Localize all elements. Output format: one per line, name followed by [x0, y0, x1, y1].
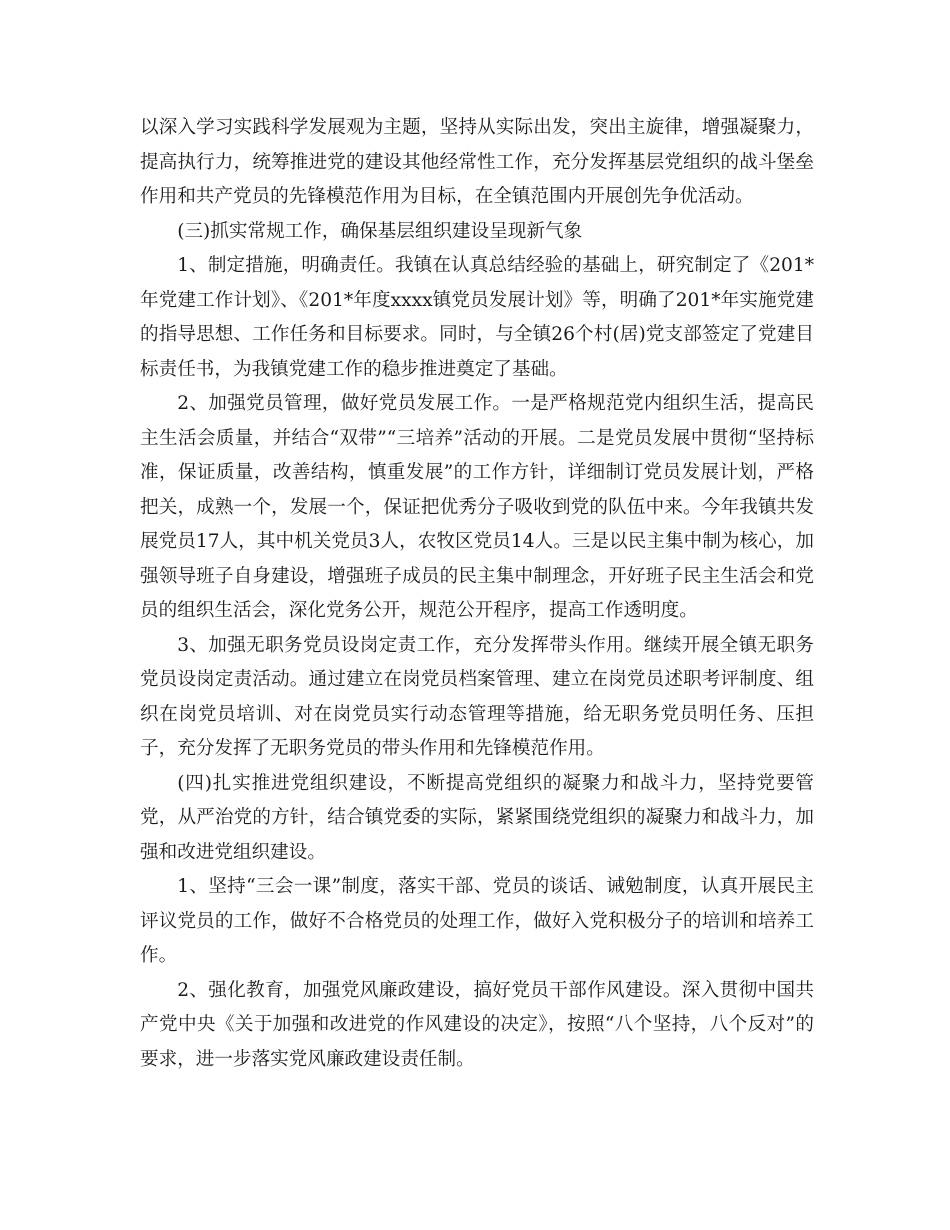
section-heading-four: (四)扎实推进党组织建设，不断提高党组织的凝聚力和战斗力，坚持党要管党，从严治党的方针，结合镇党委的实际，紧紧围绕党组织的凝聚力和战斗力，加强和改进党组织建设。	[140, 772, 814, 863]
paragraph-continuation: 以深入学习实践科学发展观为主题，坚持从实际出发，突出主旋律，增强凝聚力，提高执行力，统筹推进党的建设其他经常性工作，充分发挥基层党组织的战斗堡垒作用和共产党员的先锋模范作用为目标，在全镇范围内开展创先争优活动。	[140, 117, 814, 207]
paragraph: 3、加强无职务党员设岗定责工作，充分发挥带头作用。继续开展全镇无职务党员设岗定责活动。通过建立在岗党员档案管理、建立在岗党员述职考评制度、组织在岗党员培训、对在岗党员实行动态管理等措施，给无职务党员明任务、压担子，充分发挥了无职务党员的带头作用和先锋模范作用。	[140, 634, 814, 759]
paragraph: 1、坚持“三会一课”制度，落实干部、党员的谈话、诫勉制度，认真开展民主评议党员的工作，做好不合格党员的处理工作，做好入党积极分子的培训和培养工作。	[140, 876, 814, 966]
paragraph: 2、强化教育，加强党风廉政建设，搞好党员干部作风建设。深入贯彻中国共产党中央《关于加强和改进党的作风建设的决定》，按照“八个坚持，八个反对”的要求，进一步落实党风廉政建设责任制。	[140, 979, 814, 1070]
section-heading-three: (三)抓实常规工作，确保基层组织建设呈现新气象	[177, 220, 583, 242]
paragraph: 2、加强党员管理，做好党员发展工作。一是严格规范党内组织生活，提高民主生活会质量，并结合“双带”“三培养”活动的开展。二是党员发展中贯彻“坚持标准，保证质量，改善结构，慎重发展”的工作方针，详细制订党员发展计划，严格把关，成熟一个，发展一个，保证把优秀分子吸收到党的队伍中来。今年我镇共发展党员17人，其中机关党员3人，农牧区党员14人。三是以民主集中制为核心，加强领导班子自身建设，增强班子成员的民主集中制理念，开好班子民主生活会和党员的组织生活会，深化党务公开，规范公开程序，提高工作透明度。	[140, 393, 814, 621]
document-body	[140, 111, 814, 1077]
paragraph: 1、制定措施，明确责任。我镇在认真总结经验的基础上，研究制定了《201*年党建工作计划》、《201*年度xxxx镇党员发展计划》等，明确了201*年实施党建的指导思想、工作任务和目标要求。同时，与全镇26个村(居)党支部签定了党建目标责任书，为我镇党建工作的稳步推进奠定了基础。	[140, 255, 814, 380]
